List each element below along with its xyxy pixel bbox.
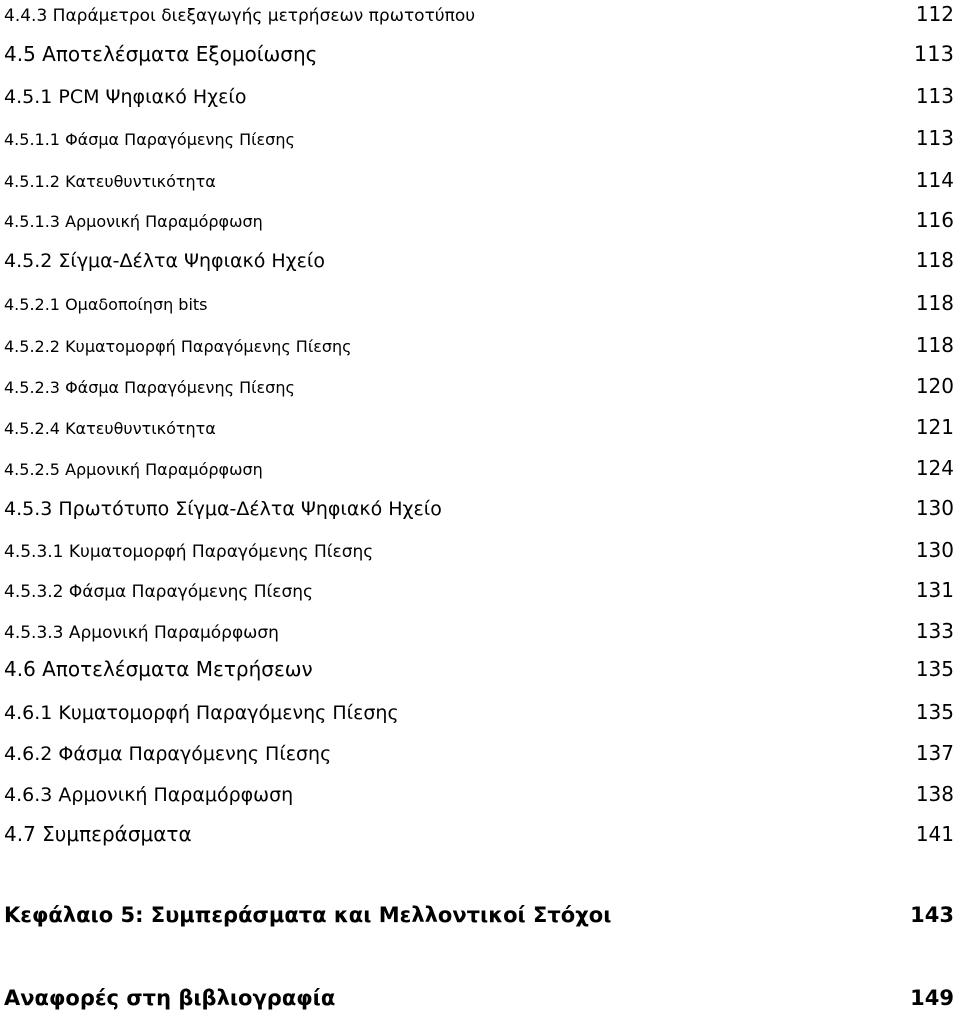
toc-entry-page: 131 [915, 578, 954, 602]
toc-entry-title: 4.5.2.3 Φάσμα Παραγόμενης Πίεσης [4, 378, 295, 397]
toc-entry [4, 84, 954, 108]
toc-entry-page: 138 [915, 782, 954, 806]
toc-entry [4, 208, 954, 232]
toc-entry-title: 4.5.3 Πρωτότυπο Σίγμα-Δέλτα Ψηφιακό Ηχείο [4, 498, 442, 520]
toc-entry-title: 4.5.2 Σίγμα-Δέλτα Ψηφιακό Ηχείο [4, 250, 325, 272]
toc-entry-title: 4.5 Αποτελέσματα Εξομοίωσης [4, 42, 318, 66]
toc-entry-page: 113 [913, 42, 954, 66]
toc-entry-page: 135 [915, 700, 954, 724]
toc-entry-page: 118 [915, 248, 954, 272]
toc-entry-page: 113 [915, 126, 954, 150]
toc-entry [4, 456, 954, 480]
toc-entry [4, 291, 954, 315]
toc-entry-page: 141 [915, 822, 954, 846]
toc-entry-title: 4.4.3 Παράμετροι διεξαγωγής μετρήσεων πρωτοτύπου [4, 6, 476, 26]
toc-entry-page: 113 [915, 84, 954, 108]
toc-chapter-page: 143 [910, 903, 954, 927]
toc-entry-title: 4.5.1.3 Αρμονική Παραμόρφωση [4, 212, 263, 231]
toc-entry-title: 4.5.2.5 Αρμονική Παραμόρφωση [4, 460, 263, 479]
toc-references-entry [4, 986, 954, 1010]
toc-entry [4, 333, 954, 357]
toc-entry [4, 782, 954, 806]
toc-entry [4, 415, 954, 439]
toc-entry-title: 4.5.2.1 Ομαδοποίηση bits [4, 295, 208, 314]
toc-entry [4, 700, 954, 724]
toc-entry-title: 4.6.2 Φάσμα Παραγόμενης Πίεσης [4, 743, 332, 765]
toc-entry-page: 124 [915, 456, 954, 480]
toc-entry [4, 538, 954, 562]
toc-entry-title: 4.6.3 Αρμονική Παραμόρφωση [4, 784, 294, 806]
toc-entry-page: 135 [915, 657, 954, 681]
toc-entry [4, 578, 954, 602]
toc-entry-title: 4.6 Αποτελέσματα Μετρήσεων [4, 657, 313, 681]
toc-entry-page: 120 [915, 374, 954, 398]
toc-entry [4, 42, 954, 66]
toc-entry-title: 4.5.3.1 Κυματομορφή Παραγόμενης Πίεσης [4, 542, 374, 562]
toc-entry-page: 118 [915, 291, 954, 315]
toc-entry-page: 118 [915, 333, 954, 357]
toc-entry-title: 4.5.2.2 Κυματομορφή Παραγόμενης Πίεσης [4, 337, 352, 356]
toc-entry-page: 130 [915, 538, 954, 562]
toc-entry [4, 126, 954, 150]
toc-entry-page: 112 [915, 2, 954, 26]
toc-entry-title: 4.7 Συμπεράσματα [4, 822, 192, 846]
toc-entry [4, 657, 954, 681]
toc-entry-title: 4.5.2.4 Κατευθυντικότητα [4, 419, 216, 438]
toc-entry [4, 822, 954, 846]
toc-entry-title: 4.5.1.1 Φάσμα Παραγόμενης Πίεσης [4, 130, 295, 149]
toc-references-title: Αναφορές στη βιβλιογραφία [4, 986, 336, 1010]
toc-chapter-entry [4, 903, 954, 927]
toc-entry [4, 248, 954, 272]
toc-entry [4, 496, 954, 520]
toc-entry-page: 130 [915, 496, 954, 520]
toc-entry-page: 121 [915, 415, 954, 439]
toc-entry-page: 114 [915, 168, 954, 192]
toc-entry-page: 133 [915, 619, 954, 643]
toc-entry-title: 4.5.3.3 Αρμονική Παραμόρφωση [4, 623, 279, 643]
toc-entry [4, 168, 954, 192]
toc-entry-page: 137 [915, 741, 954, 765]
toc-chapter-title: Κεφάλαιο 5: Συμπεράσματα και Μελλοντικοί Στόχοι [4, 903, 612, 927]
toc-entry-title: 4.5.1.2 Κατευθυντικότητα [4, 172, 216, 191]
toc-entry [4, 2, 954, 26]
toc-entry-title: 4.6.1 Κυματομορφή Παραγόμενης Πίεσης [4, 702, 399, 724]
toc-entry-title: 4.5.3.2 Φάσμα Παραγόμενης Πίεσης [4, 582, 314, 602]
toc-entry [4, 374, 954, 398]
toc-entry-page: 116 [915, 208, 954, 232]
toc-entry-title: 4.5.1 PCM Ψηφιακό Ηχείο [4, 86, 247, 108]
toc-entry [4, 741, 954, 765]
toc-references-page: 149 [910, 986, 954, 1010]
toc-entry [4, 619, 954, 643]
